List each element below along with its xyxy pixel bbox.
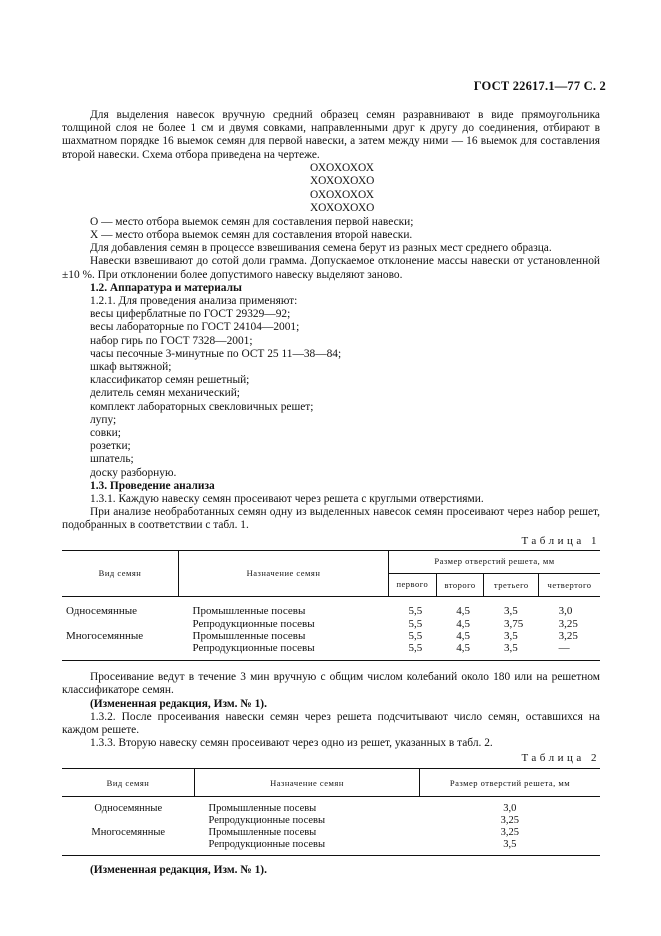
table1-subheader: четвертого <box>539 574 600 597</box>
table1-caption: Таблица 1 <box>521 534 600 547</box>
table-cell-purpose: Репродукционные посевы <box>192 617 315 630</box>
table-cell-kind <box>62 642 179 661</box>
table-cell-value: 5,5 <box>408 617 423 630</box>
table2-header-size: Размер отверстий решета, мм <box>420 768 601 796</box>
paragraph-sieving: Просеивание ведут в течение 3 мин вручную с общим числом колебаний около 180 или на решетном классификаторе семян. <box>62 671 600 697</box>
equipment-item: комплект лабораторных свекловичных решет; <box>90 400 314 413</box>
table1-header-kind: Вид семян <box>62 550 179 596</box>
paragraph-1-3-3: 1.3.3. Вторую навеску семян просеивают через одно из решет, указанных в табл. 2. <box>90 737 493 750</box>
scheme-row: ОХОХОХОХ <box>310 188 375 201</box>
table-row <box>62 642 600 661</box>
table2-header-purpose: Назначение семян <box>195 768 420 796</box>
table-cell-value: 5,5 <box>408 641 423 654</box>
table1-subheader: третьего <box>484 574 539 597</box>
table-cell-value: 4,5 <box>456 641 470 654</box>
amendment-note-1: (Измененная редакция, Изм. № 1). <box>90 697 267 710</box>
table1-subheader: второго <box>436 574 484 597</box>
table-cell-purpose: Репродукционные посевы <box>208 839 326 851</box>
equipment-item: шпатель; <box>90 453 134 466</box>
paragraph-1-3-1: 1.3.1. Каждую навеску семян просеивают через решета с круглыми отверстиями. <box>90 493 484 506</box>
table1-header-size: Размер отверстий решета, мм <box>389 550 601 573</box>
table-row <box>62 827 600 839</box>
equipment-item: лупу; <box>90 413 117 426</box>
table-row <box>62 839 600 855</box>
table-cell-purpose: Репродукционные посевы <box>192 641 315 654</box>
table2-header-kind: Вид семян <box>62 768 195 796</box>
table-cell-purpose: Репродукционные посевы <box>208 814 326 826</box>
table-cell-value: 3,25 <box>500 827 519 839</box>
table-cell-value: 3,25 <box>558 629 578 642</box>
table-1 <box>62 550 600 661</box>
table-cell-purpose: Промышленные посевы <box>192 629 306 642</box>
table-cell-value: 3,25 <box>558 617 578 630</box>
legend-o: О — место отбора выемок семян для составления первой навески; <box>90 215 414 228</box>
sampling-scheme <box>62 162 600 216</box>
legend-x: Х — место отбора выемок семян для составления второй навески. <box>90 229 413 242</box>
table-row <box>62 618 600 630</box>
table-cell-kind <box>62 839 195 855</box>
section-heading-1-2: 1.2. Аппаратура и материалы <box>90 281 242 294</box>
table-cell-value: 3,75 <box>503 617 524 630</box>
equipment-item: доску разборную. <box>90 466 177 479</box>
scheme-row: ХОХОХОХО <box>310 175 375 188</box>
table2-caption: Таблица 2 <box>521 752 600 765</box>
equipment-item: весы циферблатные по ГОСТ 29329—92; <box>90 308 291 321</box>
page-header: ГОСТ 22617.1—77 С. 2 <box>473 79 606 93</box>
table-row <box>62 630 600 642</box>
equipment-item: совки; <box>90 427 121 440</box>
table-cell-value: 4,5 <box>456 605 470 618</box>
paragraph-weigh: Навески взвешивают до сотой доли грамма. Допускаемое отклонение массы навески от установленной ±10 %. При отклонении более допустимого навеску выделяют заново. <box>62 255 600 281</box>
table-cell-value: 4,5 <box>456 617 470 630</box>
table-cell-kind <box>62 618 179 630</box>
scheme-row: ХОХОХОХО <box>310 202 375 215</box>
table-2 <box>62 768 600 856</box>
table-row <box>62 796 600 815</box>
table-row <box>62 597 600 618</box>
paragraph-1-3-1-b: При анализе необработанных семян одну из выделенных навесок семян просеивают через набор решет, подобранных в соответствии с табл. 1. <box>62 506 600 532</box>
table-cell-purpose: Промышленные посевы <box>208 827 317 839</box>
table-cell-value: 5,5 <box>408 629 423 642</box>
table-row <box>62 815 600 827</box>
table-cell-value: — <box>558 641 570 654</box>
table-cell-value: 3,5 <box>503 629 518 642</box>
table1-header-purpose: Назначение семян <box>179 550 389 596</box>
paragraph-1-2-1: 1.2.1. Для проведения анализа применяют: <box>90 295 298 308</box>
table-cell-purpose: Промышленные посевы <box>208 802 317 814</box>
page-content <box>62 109 600 877</box>
table-cell-kind <box>62 815 195 827</box>
table-cell-value: 3,5 <box>503 641 518 654</box>
table-cell-kind: Односемянные <box>94 802 163 814</box>
equipment-item: делитель семян механический; <box>90 387 240 400</box>
table-cell-value: 3,0 <box>503 802 517 814</box>
equipment-item: часы песочные 3-минутные по ОСТ 25 11—38—84; <box>90 347 342 360</box>
equipment-item: весы лабораторные по ГОСТ 24104—2001; <box>90 321 300 334</box>
table-cell-value: 3,25 <box>500 814 519 826</box>
amendment-note-2: (Измененная редакция, Изм. № 1). <box>90 863 267 876</box>
table1-subheader: первого <box>389 574 437 597</box>
equipment-item: шкаф вытяжной; <box>90 361 172 374</box>
table-cell-kind: Многосемянные <box>91 827 166 839</box>
equipment-list <box>62 308 600 480</box>
scheme-row: ОХОХОХОХ <box>310 161 375 174</box>
section-heading-1-3: 1.3. Проведение анализа <box>90 479 215 492</box>
table-cell-value: 3,5 <box>503 839 517 851</box>
equipment-item: классификатор семян решетный; <box>90 374 250 387</box>
intro-paragraph: Для выделения навесок вручную средний образец семян разравнивают в виде прямоугольника толщиной слоя не более 1 см и двумя совками, направленными друг к другу до соединения, отбирают в шахматном порядке 16 выемок семян для первой навески, а затем между ними — 16 выемок для составления второй навески. Схема отбора приведена на чертеже. <box>62 109 600 161</box>
table-cell-purpose: Промышленные посевы <box>192 605 306 618</box>
table-cell-kind: Односемянные <box>66 605 138 618</box>
table-cell-kind: Многосемянные <box>66 629 144 642</box>
table-cell-value: 5,5 <box>408 605 423 618</box>
table-cell-value: 4,5 <box>456 629 470 642</box>
equipment-item: набор гирь по ГОСТ 7328—2001; <box>90 334 253 347</box>
paragraph-add-seeds: Для добавления семян в процессе взвешивания семена берут из разных мест среднего образца. <box>90 242 552 255</box>
table-cell-value: 3,0 <box>558 605 573 618</box>
table-cell-value: 3,5 <box>503 605 518 618</box>
equipment-item: розетки; <box>90 440 131 453</box>
paragraph-1-3-2: 1.3.2. После просеивания навески семян через решета подсчитывают число семян, оставшихся на каждом решете. <box>62 710 600 736</box>
